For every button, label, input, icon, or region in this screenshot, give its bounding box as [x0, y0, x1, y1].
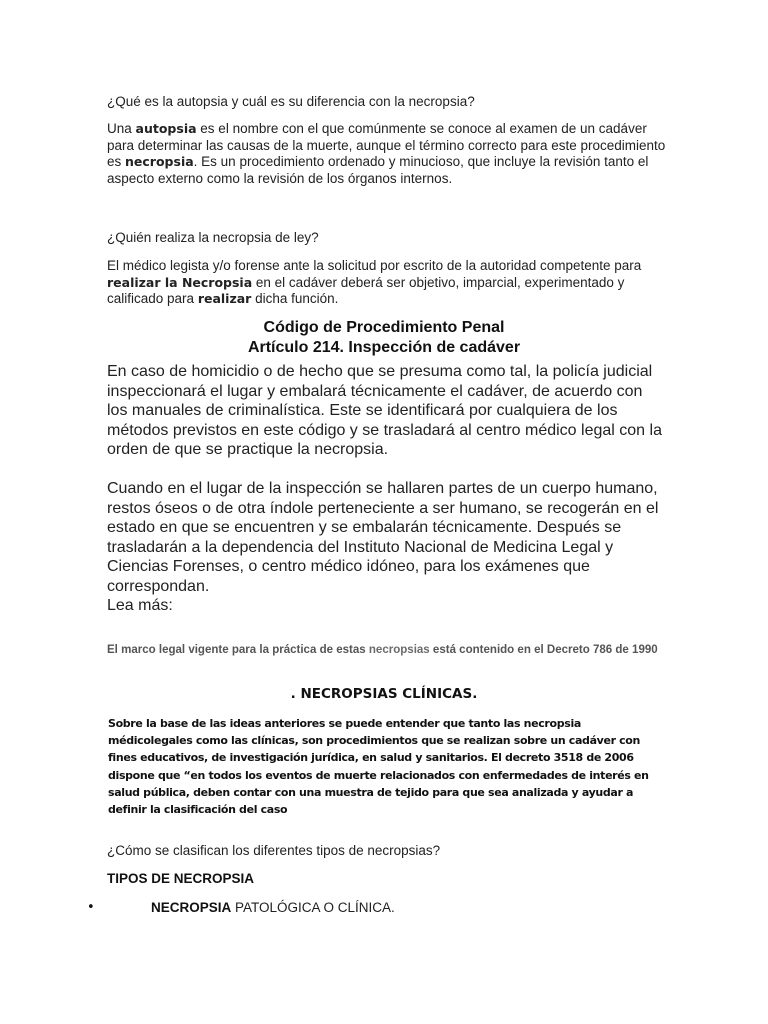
marco-legal: El marco legal vigente para la práctica de estas necropsias está contenido en el Decreto 786 de 1990: [107, 642, 658, 656]
question-clasifican: ¿Cómo se clasifican los diferentes tipos de necropsias?: [107, 843, 441, 858]
question-autopsia: ¿Qué es la autopsia y cuál es su diferencia con la necropsia?: [107, 94, 475, 109]
article-paragraph-2: Cuando en el lugar de la inspección se hallaren partes de un cuerpo humano, restos óseos o de otra índole perteneciente a ser humano, se recogerán en el estado en que se encuentren y se embalarán técnicamente. Después se trasladarán a la dependencia del Instituto Nacional de Medicina Legal y Ciencias Forenses, o centro médico idóneo, para los exámenes que correspondan.: [107, 480, 659, 595]
bullet-text: NECROPSIA PATOLÓGICA O CLÍNICA.: [151, 900, 395, 915]
paragraph-clinicas: Sobre la base de las ideas anteriores se puede entender que tanto las necropsia médicolegales como las clínicas, son procedimientos que se realizan sobre un cadáver con fines educativos, de investigación jurídica, en salud y sanitarios. El decreto 3518 de 2006 dispone que “en todos los eventos de muerte relacionados con enfermedades de interés en salud pública, deben contar con una muestra de tejido para que sea analizada y ayudar a definir la clasificación del caso: [108, 717, 649, 817]
paragraph-medico-legista: El médico legista y/o forense ante la solicitud por escrito de la autoridad competente para realizar la Necropsia en el cadáver deberá ser objetivo, imparcial, experimentado y calificado para realizar dicha función.: [107, 258, 642, 306]
necropsias-link[interactable]: necropsias: [368, 642, 430, 656]
lea-mas: Lea más:: [107, 597, 173, 614]
paragraph-autopsia: Una autopsia es el nombre con el que comúnmente se conoce al examen de un cadáver para determinar las causas de la muerte, aunque el término correcto para este procedimiento es necropsia. Es un procedimiento ordenado y minucioso, que incluye la revisión tanto el aspecto externo como la revisión de los órganos internos.: [107, 121, 666, 186]
question-quien: ¿Quién realiza la necropsia de ley?: [107, 230, 319, 245]
heading-necropsias-clinicas: . NECROPSIAS CLÍNICAS.: [290, 686, 478, 702]
bullet-item: [87, 900, 687, 920]
article-paragraph-1: En caso de homicidio o de hecho que se presuma como tal, la policía judicial inspeccionará el lugar y embalará técnicamente el cadáver, de acuerdo con los manuales de criminalística. Este se identificará por cualquiera de los métodos previstos en este código y se trasladará al centro médico legal con la orden de que se practique la necropsia.: [107, 363, 662, 459]
heading-codigo: Código de Procedimiento Penal: [263, 319, 505, 336]
heading-tipos: TIPOS DE NECROPSIA: [107, 871, 255, 886]
heading-articulo: Artículo 214. Inspección de cadáver: [247, 339, 521, 356]
bullet-icon: •: [87, 900, 95, 915]
